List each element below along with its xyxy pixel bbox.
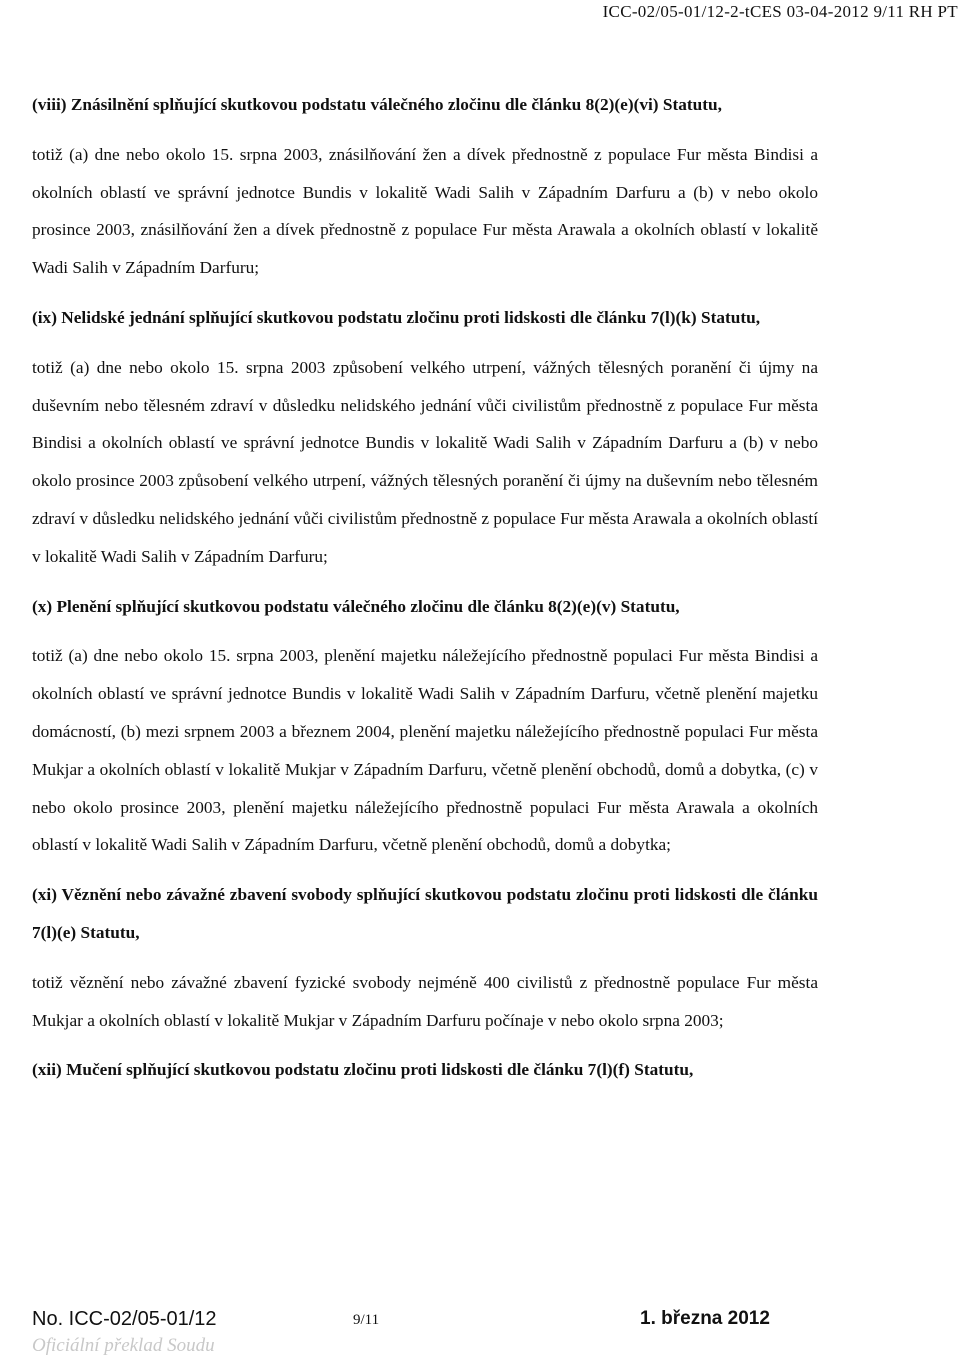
footer-page-number: 9/11 — [353, 1312, 380, 1328]
footer-translation-note: Oficiální překlad Soudu — [32, 1335, 215, 1356]
count-heading-viii: (viii) Znásilnění splňující skutkovou podstatu válečného zločinu dle článku 8(2)(e)(vi) Statutu, — [32, 95, 722, 114]
count-text-viii: totiž (a) dne nebo okolo 15. srpna 2003, znásilňování žen a dívek přednostně z populace Fur města Bindisi a okolních oblastí ve správní jednotce Bundis v lokalitě Wadi Salih v Západním Darfuru a (b) v nebo okolo prosince 2003, znásilňování žen a dívek přednostně z populace Fur města Arawala a okolních oblastí v lokalitě Wadi Salih v Západním Darfuru; — [32, 144, 818, 278]
document-reference-header: ICC-02/05-01/12-2-tCES 03-04-2012 9/11 RH PT — [602, 2, 958, 21]
footer-date: 1. března 2012 — [640, 1308, 770, 1329]
document-body — [32, 86, 818, 1101]
count-heading-xii: (xii) Mučení splňující skutkovou podstatu zločinu proti lidskosti dle článku 7(l)(f) Statutu, — [32, 1060, 694, 1080]
count-heading-x: (x) Plenění splňující skutkovou podstatu válečného zločinu dle článku 8(2)(e)(v) Statutu, — [32, 596, 680, 616]
footer-case-number: No. ICC-02/05-01/12 — [32, 1308, 217, 1330]
count-heading-xi: (xi) Věznění nebo závažné zbavení svobody splňující skutkovou podstatu zločinu proti lidskosti dle článku 7(l)(e) Statutu, — [32, 885, 818, 942]
count-heading-ix: (ix) Nelidské jednání splňující skutkovou podstatu zločinu proti lidskosti dle článku 7(l)(k) Statutu, — [32, 307, 761, 327]
count-text-xi: totiž věznění nebo závažné zbavení fyzické svobody nejméně 400 civilistů z přednostně populace Fur města Mukjar a okolních oblastí v lokalitě Mukjar v Západním Darfuru počínaje v nebo okolo srpna 2003; — [32, 972, 818, 1030]
count-text-ix: totiž (a) dne nebo okolo 15. srpna 2003 způsobení velkého utrpení, vážných tělesných poranění či újmy na duševním nebo tělesném zdraví v důsledku nelidského jednání vůči civilistům přednostně z populace Fur města Bindisi a okolních oblastí ve správní jednotce Bundis v lokalitě Wadi Salih v Západním Darfuru a (b) v nebo okolo prosince 2003 způsobení velkého utrpení, vážných tělesných poranění či újmy na duševním nebo tělesném zdraví v důsledku nelidského jednání vůči civilistům přednostně z populace Fur města Arawala a okolních oblastí v lokalitě Wadi Salih v Západním Darfuru; — [32, 357, 818, 566]
count-text-x: totiž (a) dne nebo okolo 15. srpna 2003, plenění majetku náležejícího přednostně populaci Fur města Bindisi a okolních oblastí ve správní jednotce Bundis v lokalitě Wadi Salih v Západním Darfuru, včetně plenění majetku domácností, (b) mezi srpnem 2003 a březnem 2004, plenění majetku náležejícího přednostně populaci Fur města Mukjar a okolních oblastí v lokalitě Mukjar v Západním Darfuru, včetně plenění obchodů, domů a dobytka, (c) v nebo okolo prosince 2003, plenění majetku náležejícího přednostně populaci Fur města Arawala a okolních oblastí v lokalitě Wadi Salih v Západním Darfuru, včetně plenění obchodů, domů a dobytka; — [32, 646, 818, 855]
